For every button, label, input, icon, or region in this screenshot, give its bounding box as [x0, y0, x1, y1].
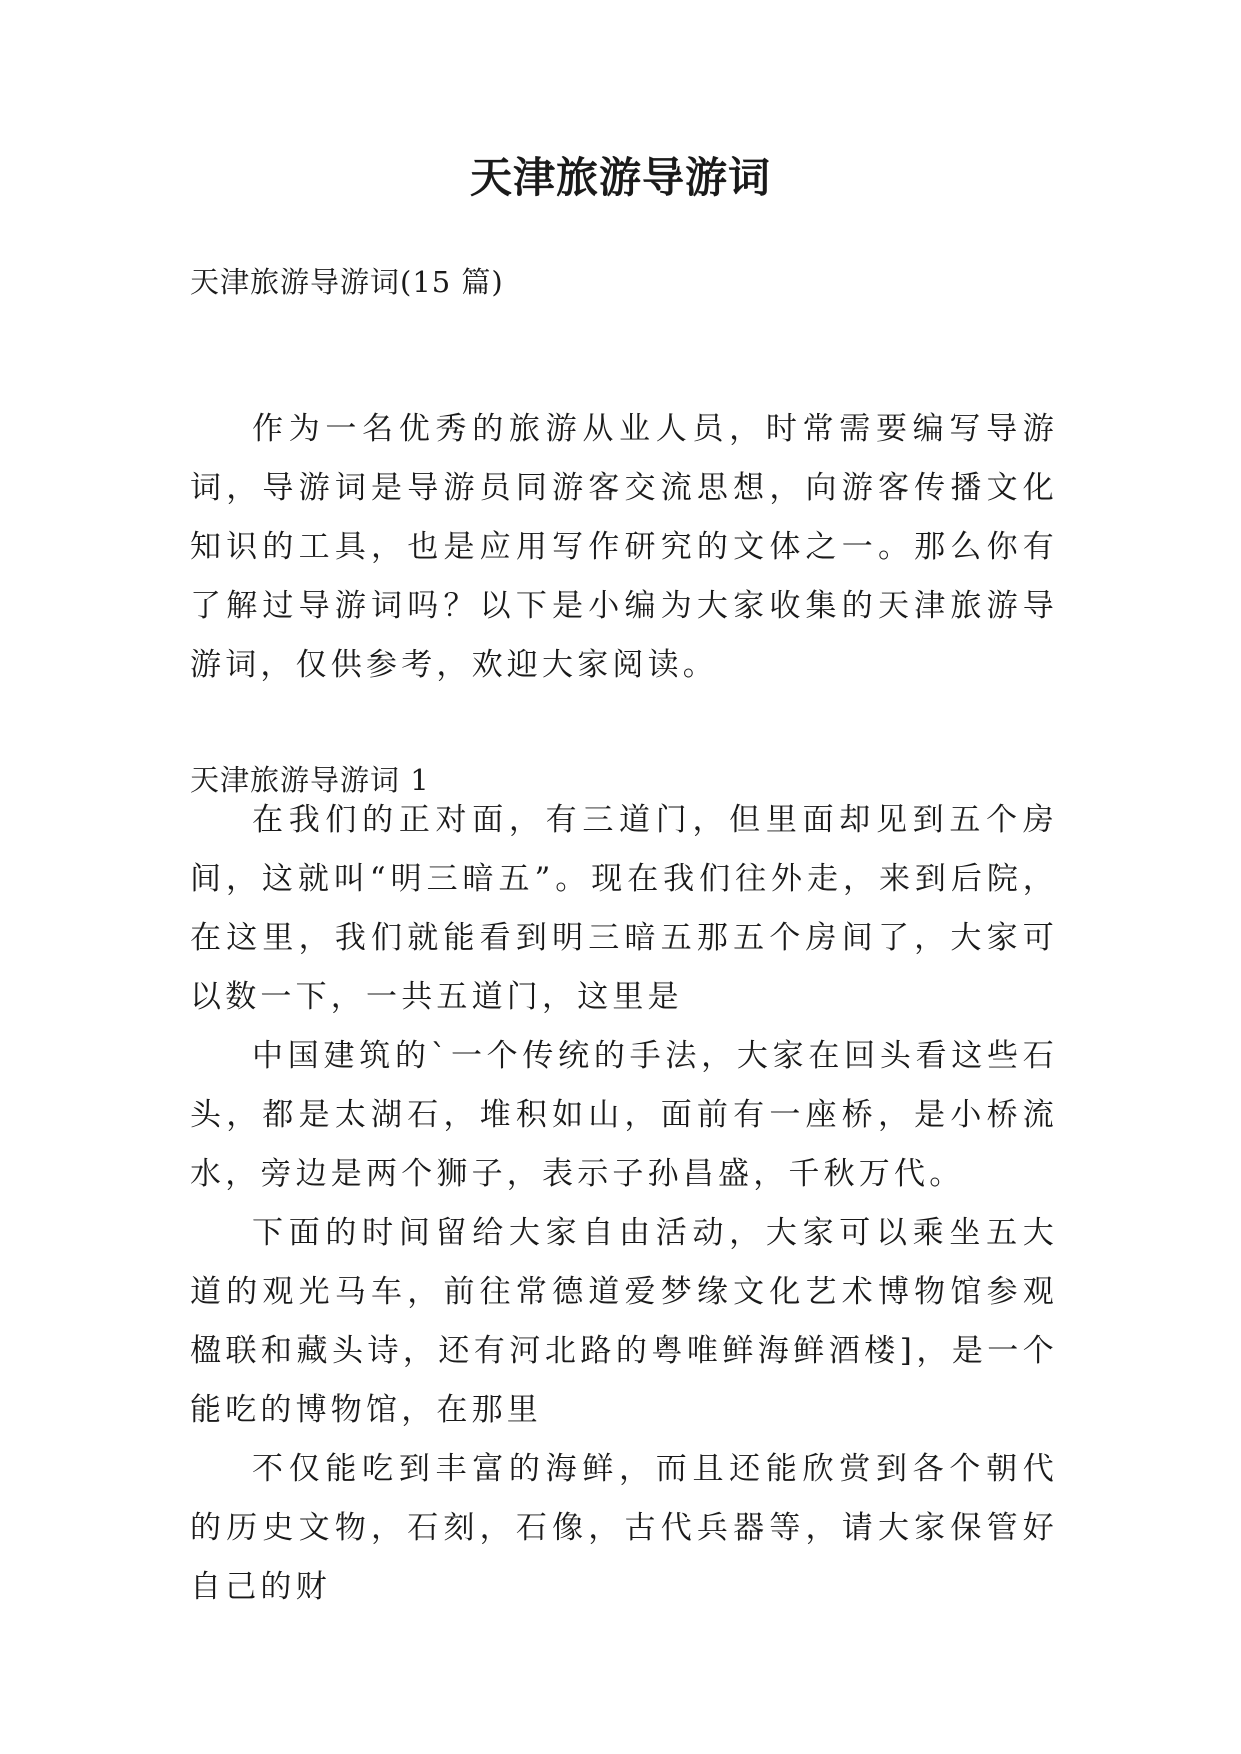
intro-section	[190, 400, 1058, 695]
section-paragraph-2: 中国建筑的`一个传统的手法，大家在回头看这些石头，都是太湖石，堆积如山，面前有一座桥，是小桥流水，旁边是两个狮子，表示子孙昌盛，千秋万代。	[190, 1038, 1058, 1192]
section-paragraph-4: 不仅能吃到丰富的海鲜，而且还能欣赏到各个朝代的历史文物，石刻，石像，古代兵器等，请大家保管好自己的财	[190, 1451, 1058, 1605]
section-body	[190, 791, 1058, 1617]
page-title: 天津旅游导游词	[469, 153, 771, 202]
intro-paragraph: 作为一名优秀的旅游从业人员，时常需要编写导游词，导游词是导游员同游客交流思想，向游客传播文化知识的工具，也是应用写作研究的文体之一。那么你有了解过导游词吗？以下是小编为大家收集的天津旅游导游词，仅供参考，欢迎大家阅读。	[190, 411, 1058, 683]
section-paragraph-3: 下面的时间留给大家自由活动，大家可以乘坐五大道的观光马车，前往常德道爱梦缘文化艺术博物馆参观楹联和藏头诗，还有河北路的粤唯鲜海鲜酒楼]，是一个能吃的博物馆，在那里	[190, 1215, 1058, 1428]
section-heading: 天津旅游导游词 1	[190, 763, 430, 797]
section-paragraph-1: 在我们的正对面，有三道门，但里面却见到五个房间，这就叫“明三暗五”。现在我们往外走，来到后院，在这里，我们就能看到明三暗五那五个房间了，大家可以数一下，一共五道门，这里是	[190, 802, 1058, 1015]
document-subtitle: 天津旅游导游词(15 篇)	[190, 265, 504, 299]
